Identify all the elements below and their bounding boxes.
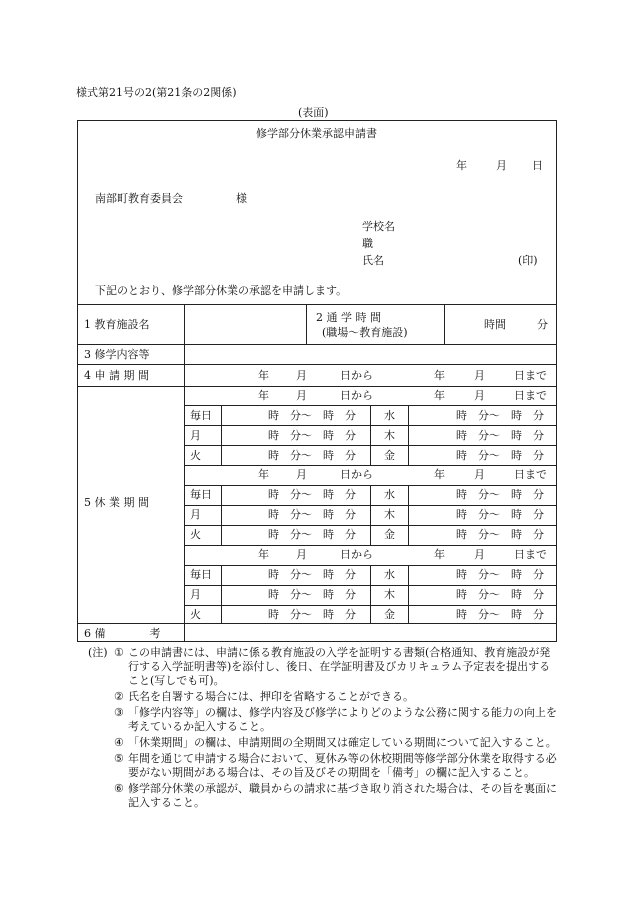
row-facility-label: 1 教育施設名: [84, 318, 150, 331]
note-number: ④: [114, 736, 124, 749]
schedule-time-left: 時 分～ 時 分: [268, 449, 356, 462]
schedule-time-left: 時 分～ 時 分: [268, 528, 356, 541]
note-item: [88, 646, 558, 688]
application-form: [77, 120, 557, 642]
schedule-time-left: 時 分～ 時 分: [268, 568, 356, 581]
note-item: [88, 736, 558, 750]
leave-period-year: 年: [258, 468, 269, 481]
leave-period-end-month: 月: [474, 389, 485, 402]
commute-label: 2 通 学 時 間: [316, 311, 381, 324]
name-label: 氏名: [362, 254, 384, 267]
note-text: 修学部分休業の承認が、職員からの請求に基づき取り消された場合は、その旨を裏面に記入すること。: [128, 782, 557, 809]
schedule-time-right: 時 分～ 時 分: [456, 409, 544, 422]
schedule-day-left: 毎日: [190, 488, 212, 501]
note-number: ⑥: [114, 782, 124, 795]
note-item: [88, 690, 558, 704]
leave-period-from: 日から: [340, 468, 373, 481]
schedule-time-left: 時 分～ 時 分: [268, 608, 356, 621]
commute-hour-unit: 時間: [484, 318, 506, 331]
leave-period-end-month: 月: [474, 468, 485, 481]
leave-period-month: 月: [296, 389, 307, 402]
app-period-year: 年: [258, 369, 269, 382]
app-period-end-year: 年: [434, 369, 445, 382]
schedule-day-right: 金: [384, 528, 395, 541]
schedule-day-right: 水: [384, 568, 395, 581]
seal-mark: (印): [518, 254, 538, 267]
commute-sub-label: (職場～教育施設): [322, 326, 408, 339]
app-period-from: 日から: [340, 369, 373, 382]
request-text: 下記のとおり、修学部分休業の承認を申請します。: [95, 284, 348, 297]
notes-prefix: (注): [88, 646, 108, 659]
leave-period-end-year: 年: [434, 548, 445, 561]
schedule-day-left: 火: [190, 449, 201, 462]
leave-period-from: 日から: [340, 389, 373, 402]
note-number: ①: [114, 646, 124, 659]
schedule-day-right: 木: [384, 429, 395, 442]
row-study-content-label: 3 修学内容等: [84, 348, 150, 361]
notes-section: [88, 646, 558, 812]
note-number: ③: [114, 706, 124, 719]
schedule-day-left: 月: [190, 588, 201, 601]
note-text: この申請書には、申請に係る教育施設の入学を証明する書類(合格通知、教育施設が発行する入学証明書等)を添付し、後日、在学証明書及びカリキュラム予定表を提出すること(写しでも可)。: [128, 646, 551, 687]
schedule-time-right: 時 分～ 時 分: [456, 608, 544, 621]
leave-period-year: 年: [258, 548, 269, 561]
note-text: 「修学内容等」の欄は、修学内容及び修学によりどのような公務に関する能力の向上を考えているか記入すること。: [128, 706, 557, 733]
schedule-time-right: 時 分～ 時 分: [456, 429, 544, 442]
leave-period-from: 日から: [340, 548, 373, 561]
schedule-day-left: 毎日: [190, 568, 212, 581]
commute-minute-unit: 分: [537, 318, 548, 331]
schedule-day-right: 木: [384, 588, 395, 601]
note-item: [88, 706, 558, 734]
date-day-label: 日: [532, 159, 543, 172]
schedule-day-left: 火: [190, 608, 201, 621]
leave-period-year: 年: [258, 389, 269, 402]
form-number: 様式第21号の2(第21条の2関係): [76, 86, 237, 99]
app-period-end-month: 月: [474, 369, 485, 382]
note-item: [88, 782, 558, 810]
leave-period-end-year: 年: [434, 389, 445, 402]
leave-period-end-year: 年: [434, 468, 445, 481]
page-side-label: (表面): [298, 106, 329, 119]
schedule-day-left: 毎日: [190, 409, 212, 422]
leave-period-to: 日まで: [514, 389, 547, 402]
schedule-day-right: 金: [384, 608, 395, 621]
school-name-label: 学校名: [362, 220, 395, 233]
schedule-time-right: 時 分～ 時 分: [456, 568, 544, 581]
schedule-time-right: 時 分～ 時 分: [456, 488, 544, 501]
note-text: 氏名を自署する場合には、押印を省略することができる。: [128, 690, 414, 703]
leave-period-end-month: 月: [474, 548, 485, 561]
leave-period-to: 日まで: [514, 548, 547, 561]
schedule-time-right: 時 分～ 時 分: [456, 449, 544, 462]
form-title: 修学部分休業承認申請書: [256, 127, 377, 140]
schedule-day-left: 月: [190, 508, 201, 521]
leave-period-month: 月: [296, 548, 307, 561]
addressee: 南部町教育委員会: [95, 192, 183, 205]
schedule-day-left: 火: [190, 528, 201, 541]
addressee-suffix: 様: [236, 192, 247, 205]
schedule-time-left: 時 分～ 時 分: [268, 588, 356, 601]
schedule-time-left: 時 分～ 時 分: [268, 508, 356, 521]
date-month-label: 月: [496, 159, 507, 172]
date-year-label: 年: [456, 159, 467, 172]
schedule-time-left: 時 分～ 時 分: [268, 429, 356, 442]
note-item: [88, 752, 558, 780]
row-remarks-label: 6 備 考: [84, 627, 161, 640]
position-label: 職: [362, 237, 373, 250]
schedule-day-right: 金: [384, 449, 395, 462]
note-number: ⑤: [114, 752, 124, 765]
schedule-time-right: 時 分～ 時 分: [456, 508, 544, 521]
schedule-time-left: 時 分～ 時 分: [268, 409, 356, 422]
leave-period-month: 月: [296, 468, 307, 481]
schedule-day-right: 水: [384, 488, 395, 501]
row-application-period-label: 4 申 請 期 間: [84, 369, 149, 382]
schedule-day-left: 月: [190, 429, 201, 442]
note-number: ②: [114, 690, 124, 703]
schedule-time-right: 時 分～ 時 分: [456, 528, 544, 541]
app-period-to: 日まで: [514, 369, 547, 382]
schedule-day-right: 木: [384, 508, 395, 521]
schedule-time-left: 時 分～ 時 分: [268, 488, 356, 501]
app-period-month: 月: [296, 369, 307, 382]
leave-period-to: 日まで: [514, 468, 547, 481]
schedule-time-right: 時 分～ 時 分: [456, 588, 544, 601]
row-leave-period-label: 5 休 業 期 間: [84, 496, 149, 509]
schedule-day-right: 水: [384, 409, 395, 422]
note-text: 「休業期間」の欄は、申請期間の全期間又は確定している期間について記入すること。: [128, 736, 557, 749]
note-text: 年間を通じて申請する場合において、夏休み等の休校期間等修学部分休業を取得する必要がない期間がある場合は、その旨及びその期間を「備考」の欄に記入すること。: [128, 752, 557, 779]
